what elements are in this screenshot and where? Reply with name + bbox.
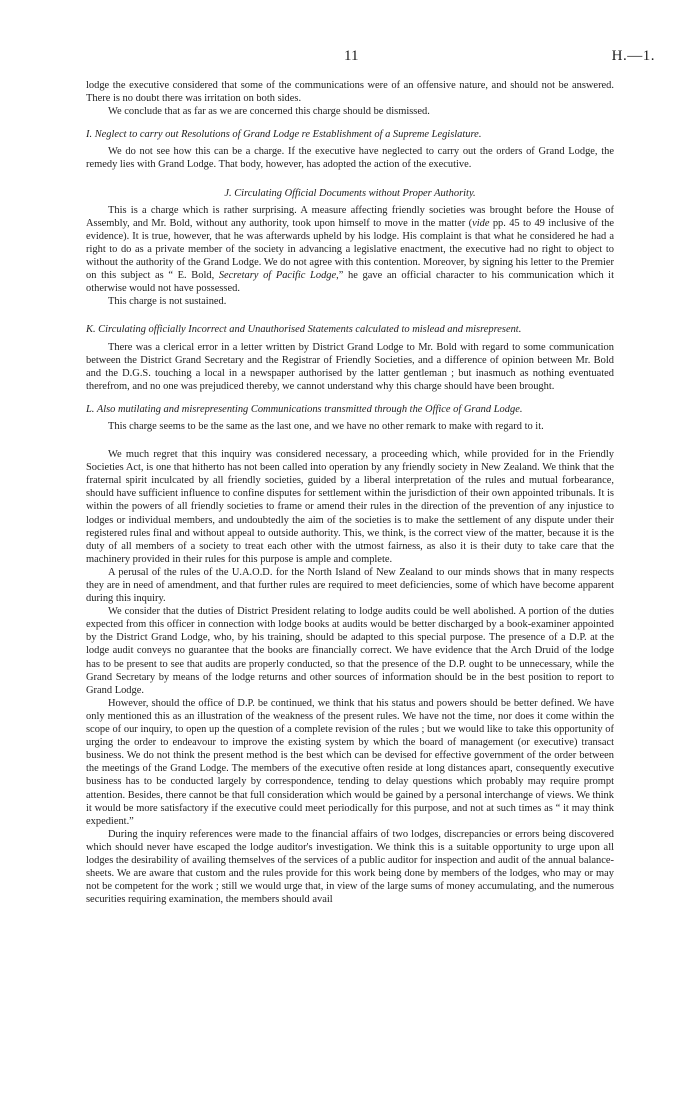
paragraph: We conclude that as far as we are concerned this charge should be dismissed. <box>108 106 430 118</box>
text-run: This is a charge which is rather surprising. A measure affecting friendly societies was brought before the House of Assembly, and Mr. Bold, without any authority, took upon himself to move in the matter ( <box>86 204 614 229</box>
text-run: pp. 45 to 49 inclusive of the evidence). It is true, however, that he was afterwards upheld by his lodge. His complaint is that what he considered he had a right to do as a private member of the society in advancing a legislative enactment, the executive had no right to object to without the authority of the Grand Lodge. We do not agree with this contention. Moreover, by signing his letter to the Premier on this subject as “ E. Bold, <box>86 217 615 282</box>
section-heading-l: L. Also mutilating and misrepresenting Communications transmitted through the Office of Grand Lodge. <box>86 403 523 415</box>
paragraph: We consider that the duties of District President relating to lodge audits could be well abolished. A portion of the duties expected from this officer in connection with lodge books at audits would be better discharged by a book-examiner appointed by the District Grand Lodge, who, by his training, should be adapted to this special purpose. The presence of a D.P. at the lodge audit conveys no guarantee that the books are financially correct. We have evidence that the Arch Druid of the lodge has to be present to see that audits are properly conducted, so that the presence of the D.P. ought to be unnecessary, while the Grand Secretary by means of the lodge returns and other sources of information should be in the best position to report to Grand Lodge. <box>86 606 614 696</box>
paragraph <box>86 204 614 296</box>
paragraph: A perusal of the rules of the U.A.O.D. for the North Island of New Zealand to our minds shows that in many respects they are in need of amendment, and that further rules are required to meet deficiencies, some of which have become apparent during this inquiry. <box>86 566 614 605</box>
paragraph: This charge seems to be the same as the last one, and we have no other remark to make with regard to it. <box>108 420 544 432</box>
paragraph: However, should the office of D.P. be continued, we think that his status and powers should be better defined. We have only mentioned this as an illustration of the weakness of the present rules. We have not the time, nor does it come within the scope of our inquiry, to open up the question of a complete revision of the rules ; but we would like to take this opportunity of urging the order to endeavour to improve the existing system by which the board of management (or executive) transact business. We do not think the present method is the best which can be devised for effective government of the order between the meetings of the Grand Lodge. The members of the executive often reside at long distances apart, consequently executive business has to be conducted largely by correspondence, tending to delay questions which probably may require prompt attention. Besides, there cannot be that full consideration which would be gained by a personal interchange of views. We think it would be more satisfactory if the executive could meet periodically for this purpose, and not at such times as “ it may think expedient.” <box>86 697 614 827</box>
paragraph: During the inquiry references were made to the financial affairs of two lodges, discrepancies or errors being discovered which should never have escaped the lodge auditor's investigation. We think this is a suitable opportunity to urge upon all lodges the desirability of availing themselves of the services of a public auditor for inspection and audit of the annual balance-sheets. We are aware that custom and the rules provide for this work being done by members of the lodges, who may or may not be competent for the work ; still we would urge that, in view of the large sums of money accumulating, and the numerous securities requiring examination, the members should avail <box>86 828 614 906</box>
section-heading-i: I. Neglect to carry out Resolutions of Grand Lodge re Establishment of a Supreme Legislature. <box>86 129 482 141</box>
section-heading-k: K. Circulating officially Incorrect and Unauthorised Statements calculated to mislead and misrepresent. <box>86 324 522 336</box>
text-run: ,” he gave an official character to his communication which it otherwise would not have possessed. <box>86 270 614 295</box>
paragraph: lodge the executive considered that some of the communications were of an offensive nature, and should not be answered. There is no doubt there was irritation on both sides. <box>86 80 614 105</box>
page-number: 11 <box>344 48 359 64</box>
paragraph: We do not see how this can be a charge. If the executive have neglected to carry out the orders of Grand Lodge, the remedy lies with Grand Lodge. That body, however, has adopted the action of the executive. <box>86 146 614 171</box>
document-reference: H.—1. <box>611 48 655 64</box>
body-text <box>86 79 614 906</box>
paragraph: We much regret that this inquiry was considered necessary, a proceeding which, while provided for in the Friendly Societies Act, is one that hitherto has not been called into operation by any friendly society in New Zealand. We think that the fraternal spirit inculcated by all friendly societies, guided by a liberal interpretation of the rules and mutual forbearance, should have sufficient influence to confine disputes for settlement within the jurisdiction of their own appointed tribunals. It is within the powers of all friendly societies to frame or amend their rules in the direction of the prevention of any injustice to lodges or individual members, and undoubtedly the aim of the societies is to make the settlement of any dispute under their registered rules final and without appeal to outside authority. This, we think, is the correct view of the matter, because it is the duty of all members of a society to treat each other with the utmost fairness, as also it is their duty to take care that the machinery provided in their rules for this purpose is ample and complete. <box>86 449 614 565</box>
page-header <box>0 50 700 66</box>
text-run-italic: Secretary of Pacific Lodge <box>218 270 337 282</box>
text-run-italic: vide <box>472 217 490 229</box>
paragraph: This charge is not sustained. <box>108 296 227 308</box>
paragraph: There was a clerical error in a letter written by District Grand Lodge to Mr. Bold with regard to some communication between the District Grand Secretary and the Registrar of Friendly Societies, and a difference of opinion between Mr. Bold and the D.G.S. touching a local in a newspaper authorised by the latter gentleman ; but inasmuch as nothing eventuated therefrom, and no one was prejudiced thereby, we cannot understand why this charge should have been brought. <box>86 341 614 392</box>
section-heading-j: J. Circulating Official Documents without Proper Authority. <box>224 187 476 199</box>
